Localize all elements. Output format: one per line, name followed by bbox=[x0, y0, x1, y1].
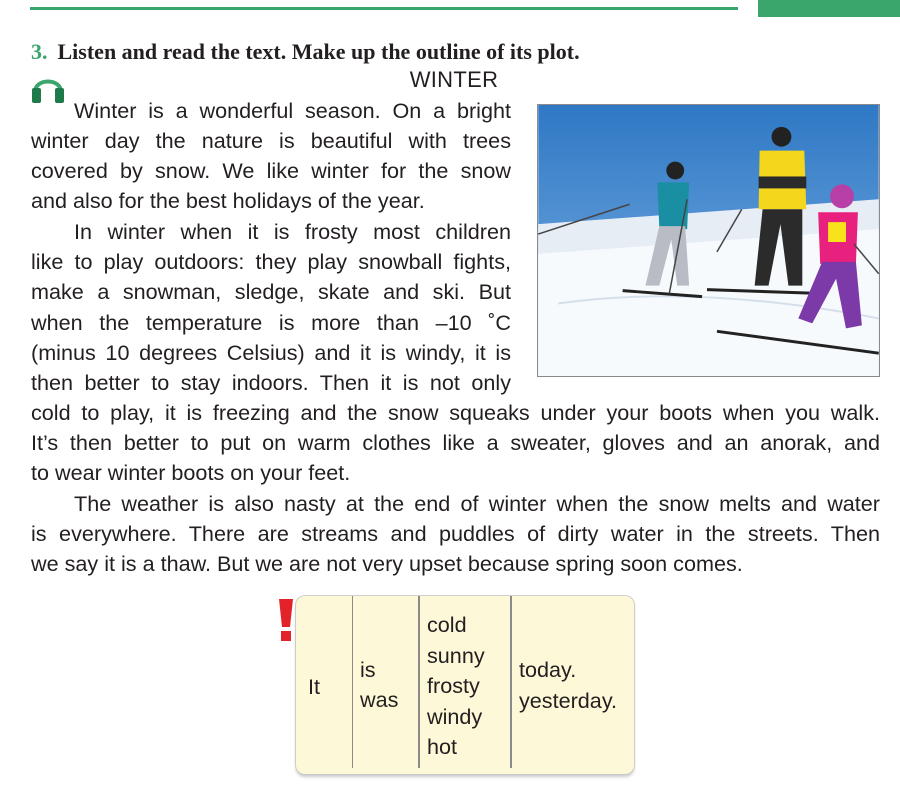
exclamation-icon bbox=[272, 597, 298, 643]
subject-word: It bbox=[308, 674, 320, 699]
page-tab bbox=[758, 0, 900, 17]
text-title: WINTER bbox=[409, 67, 499, 92]
text-line: winter day the nature is beautiful with trees bbox=[31, 128, 511, 153]
text-line: (minus 10 degrees Celsius) and it is windy, it is bbox=[31, 340, 511, 365]
top-rule bbox=[30, 7, 738, 10]
text-line: It’s then better to put on warm clothes like a sweater, gloves and an anorak, and bbox=[31, 430, 880, 455]
adjective-word: hot bbox=[427, 734, 458, 759]
adjective-word: windy bbox=[427, 704, 483, 729]
task-heading bbox=[31, 38, 580, 66]
text-line: when the temperature is more than –10 ˚C bbox=[31, 310, 511, 335]
text-line: cold to play, it is freezing and the snow squeaks under your boots when you walk. bbox=[31, 400, 880, 425]
text-line: In winter when it is frosty most children bbox=[74, 219, 511, 244]
adjective-word: frosty bbox=[427, 673, 480, 698]
text-line: Winter is a wonderful season. On a bright bbox=[74, 98, 511, 123]
verb-word: was bbox=[360, 687, 399, 712]
adjective-word: cold bbox=[427, 612, 467, 637]
task-number: 3. bbox=[31, 39, 48, 64]
time-word: yesterday. bbox=[519, 688, 618, 713]
text-line: is everywhere. There are streams and puddles of dirty water in the streets. Then bbox=[31, 521, 880, 546]
text-line: The weather is also nasty at the end of winter when the snow melts and water bbox=[74, 491, 880, 516]
text-line: then better to stay indoors. Then it is not only bbox=[31, 370, 511, 395]
text-line: like to play outdoors: they play snowball fights, bbox=[31, 249, 511, 274]
adjective-word: sunny bbox=[427, 643, 485, 668]
text-line: to wear winter boots on your feet. bbox=[31, 460, 351, 485]
text-line: make a snowman, sledge, skate and ski. But bbox=[31, 279, 511, 304]
grammar-table bbox=[296, 596, 634, 774]
task-instruction: Listen and read the text. Make up the outline of its plot. bbox=[57, 39, 580, 64]
time-word: today. bbox=[519, 657, 577, 682]
text-line: we say it is a thaw. But we are not very upset because spring soon comes. bbox=[31, 551, 743, 576]
verb-word: is bbox=[360, 657, 376, 682]
text-line: covered by snow. We like winter for the snow bbox=[31, 158, 511, 183]
skiing-family-photo bbox=[537, 104, 880, 377]
text-line: and also for the best holidays of the year. bbox=[31, 188, 425, 213]
